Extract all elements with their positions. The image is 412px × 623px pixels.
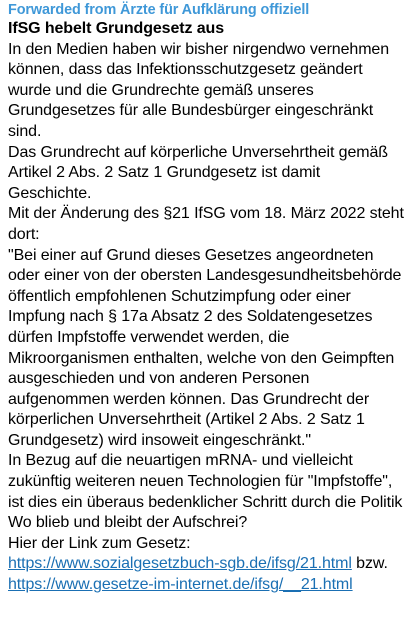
links-line-2 — [8, 575, 406, 596]
links-separator-text: bzw. — [351, 555, 388, 573]
forwarded-from-link[interactable]: Forwarded from Ärzte für Aufklärung offiziell — [8, 2, 310, 18]
message-paragraph: Mit der Änderung des §21 IfSG vom 18. März 2022 steht dort: — [8, 205, 409, 243]
gesetze-im-internet-link[interactable]: https://www.gesetze-im-internet.de/ifsg/__21.html — [8, 576, 353, 594]
sgb-law-link[interactable]: https://www.sozialgesetzbuch-sgb.de/ifsg/21.html — [8, 555, 352, 573]
message-paragraph: In Bezug auf die neuartigen mRNA- und vielleicht zukünftig weiteren neuen Technologien für "Impfstoffe", ist dies ein überaus bedenklicher Schritt durch die Politik — [8, 452, 403, 511]
message-title: IfSG hebelt Grundgesetz aus — [8, 20, 225, 37]
links-line — [8, 554, 406, 575]
message-paragraph: Hier der Link zum Gesetz: — [8, 534, 191, 552]
message-paragraph: Das Grundrecht auf körperliche Unversehrtheit gemäß Artikel 2 Abs. 2 Satz 1 Grundgesetz ist damit Geschichte. — [8, 143, 392, 202]
message-paragraph: Wo blieb und bleibt der Aufschrei? — [8, 514, 248, 532]
message-paragraph: In den Medien haben wir bisher nirgendwo vernehmen können, dass das Infektionsschutzgesetz geändert wurde und die Grundrechte gemäß unseres Grundgesetzes für alle Bundesbürger eingeschränkt sind. — [8, 40, 394, 140]
message-quote-paragraph: "Bei einer auf Grund dieses Gesetzes angeordneten oder einer von der obersten Landesgesundheitsbehörde öffentlich empfohlenen Schutzimpfung oder einer Impfung nach § 17a Absatz 2 des Soldatengesetzes dürfen Impfstoffe verwendet werden, die Mikroorganismen enthalten, welche von den Geimpften ausgeschieden und von anderen Personen aufgenommen werden können. Das Grundrecht der körperlichen Unversehrtheit (Artikel 2 Abs. 2 Satz 1 Grundgesetz) wird insoweit eingeschränkt." — [8, 246, 406, 449]
